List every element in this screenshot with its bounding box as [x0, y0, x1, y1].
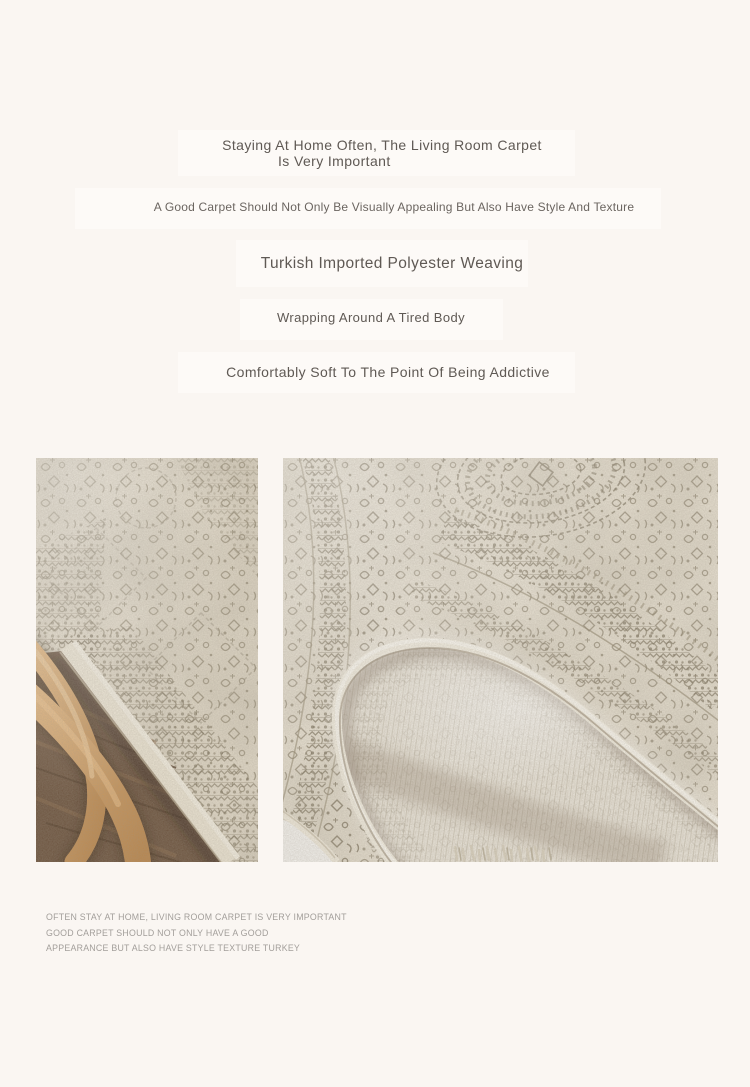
headline-feature-softness: Comfortably Soft To The Point Of Being Addictive — [226, 364, 550, 380]
photo-grain — [283, 458, 718, 862]
photo-grain — [36, 458, 258, 862]
headline-main-line2: Is Very Important — [278, 153, 391, 169]
footer-caption-line1: OFTEN STAY AT HOME, LIVING ROOM CARPET IS VERY IMPORTANT — [46, 912, 347, 922]
carpet-photo-left — [36, 458, 258, 862]
headline-tagline: A Good Carpet Should Not Only Be Visually Appealing But Also Have Style And Texture — [153, 200, 635, 214]
footer-caption-line2: GOOD CARPET SHOULD NOT ONLY HAVE A GOOD — [46, 927, 269, 938]
carpet-photo-right — [283, 458, 718, 862]
headline-feature-material: Turkish Imported Polyester Weaving — [260, 255, 524, 272]
footer-caption — [46, 910, 347, 957]
footer-caption-line3: APPEARANCE BUT ALSO HAVE STYLE TEXTURE TURKEY — [46, 943, 301, 953]
headline-main-line1: Staying At Home Often, The Living Room Carpet — [222, 137, 542, 153]
headline-feature-comfort: Wrapping Around A Tired Body — [276, 310, 466, 325]
